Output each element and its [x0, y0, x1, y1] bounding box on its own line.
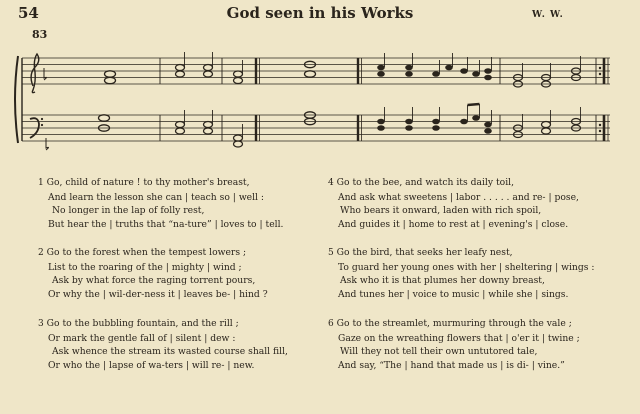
- verse-number: 4: [328, 178, 334, 188]
- verse-number: 6: [328, 319, 334, 329]
- verse-number: 1: [38, 178, 44, 188]
- verse-line: Ask who it is that plumes her downy breast,: [340, 275, 545, 287]
- verse-line: Go, child of nature ! to thy mother's breast,: [46, 177, 250, 188]
- verse-line: But hear the | truths that “na-ture” | loves to | tell.: [48, 218, 284, 230]
- author-initials: W. W.: [532, 10, 564, 20]
- verse-line: And say, “The | hand that made us | is di- | vine.”: [338, 359, 565, 371]
- verse-line: Go to the forest when the tempest lowers ;: [46, 247, 247, 258]
- verse-6: [328, 317, 580, 372]
- verse-4: [328, 176, 579, 231]
- verse-1: [38, 176, 283, 231]
- verse-line: And learn the lesson she can | teach so | well :: [48, 191, 265, 203]
- verse-2: [38, 246, 268, 301]
- verse-line: Gaze on the wreathing flowers that | o'er it | twine ;: [338, 332, 580, 344]
- verse-line: Or why the | wil-der-ness it | leaves be- | hind ?: [48, 288, 268, 300]
- verse-3: [38, 317, 288, 372]
- verse-line: Or mark the gentle fall of | silent | dew :: [48, 332, 236, 344]
- verse-line: No longer in the lap of folly rest,: [52, 205, 205, 217]
- hymn-number: 83: [32, 28, 48, 41]
- verse-line: Ask whence the stream its wasted course shall fill,: [52, 346, 288, 358]
- verse-line: Go to the streamlet, murmuring through the vale ;: [336, 318, 572, 329]
- verse-line: And ask what sweetens | labor . . . . . and re- | pose,: [338, 191, 579, 203]
- verse-number: 5: [328, 248, 334, 258]
- verse-5: [328, 246, 594, 301]
- verse-line: Go to the bubbling fountain, and the rill ;: [46, 318, 239, 329]
- verse-line: And guides it | home to rest at | evening's | close.: [338, 218, 569, 230]
- verse-line: Or who the | lapse of wa-ters | will re- | new.: [48, 359, 255, 371]
- page-title: God seen in his Works: [226, 4, 414, 22]
- verse-line: Go to the bee, and watch its daily toil,: [336, 177, 515, 188]
- page-number: 54: [18, 4, 39, 22]
- verse-line: Will they not tell their own untutored tale,: [340, 346, 538, 358]
- verse-line: Go the bird, that seeks her leafy nest,: [336, 247, 513, 258]
- verse-line: Ask by what force the raging torrent pours,: [52, 275, 256, 287]
- verse-line: To guard her young ones with her | sheltering | wings :: [338, 261, 595, 273]
- verse-line: Who bears it onward, laden with rich spoil,: [340, 205, 542, 217]
- verse-line: And tunes her | voice to music | while she | sings.: [338, 288, 569, 300]
- verse-number: 3: [38, 319, 44, 329]
- verse-line: List to the roaring of the | mighty | wind ;: [48, 261, 242, 273]
- verse-number: 2: [38, 248, 44, 258]
